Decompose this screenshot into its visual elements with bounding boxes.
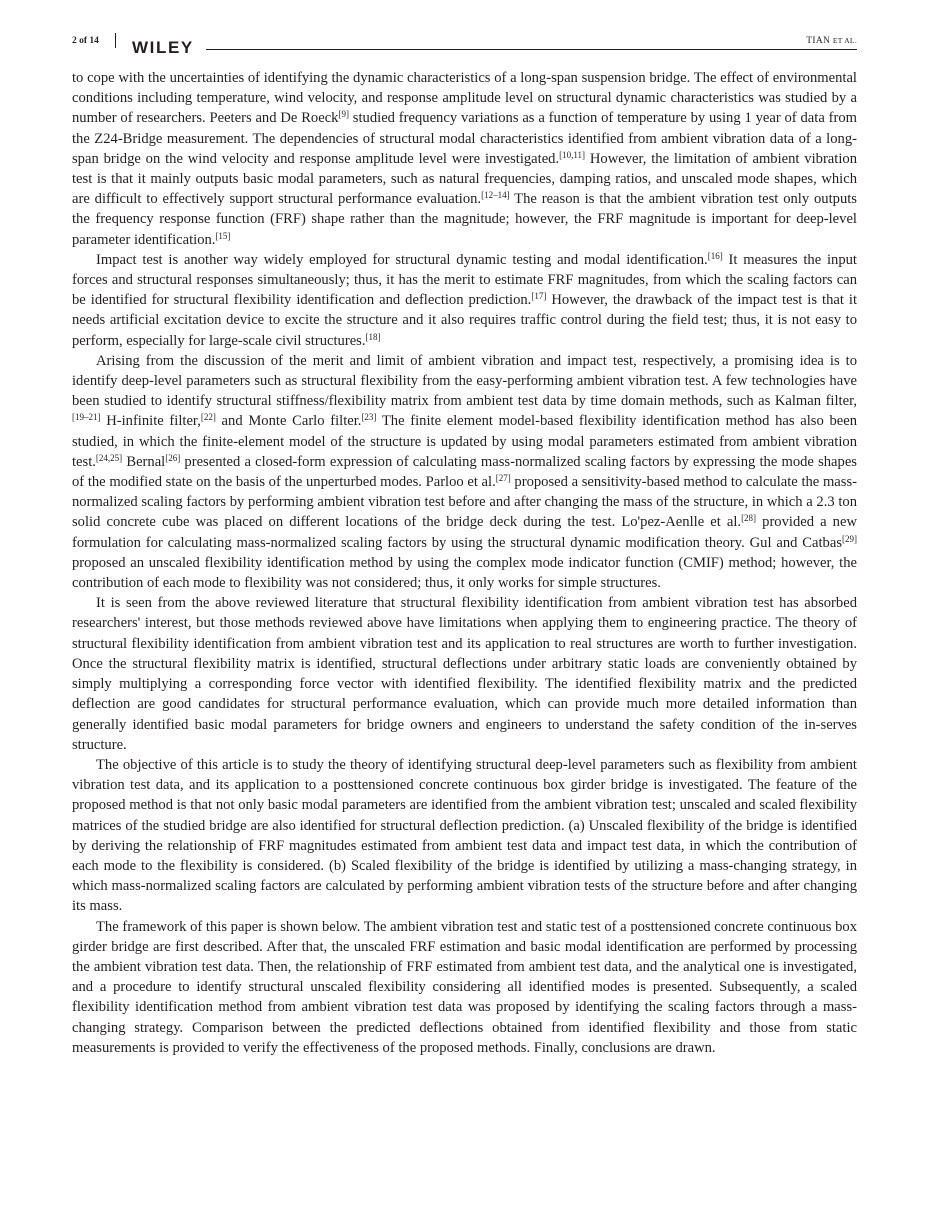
text-run: The framework of this paper is shown below. The ambient vibration test and static test of a posttensioned concrete continuous box girder bridge are first described. After that, the unscaled FRF estimation and basic modal identification are performed by processing the ambient vibration test data. Then, the relationship of FRF estimated from ambient test data, and the analytical one is investigated, and a procedure to identify structural unscaled flexibility considering all identified modes is presented. Subsequently, a scaled flexibility identification method from ambient vibration test data was proposed by identifying the scaling factors through a mass-changing strategy. Comparison between the predicted deflections obtained from identified flexibility and those from static measurements is provided to verify the effectiveness of the proposed methods. Finally, conclusions are drawn. bbox=[72, 918, 857, 1056]
citation-ref: [15] bbox=[215, 230, 231, 241]
citation-ref: [29] bbox=[842, 533, 857, 544]
text-run: Impact test is another way widely employed for structural dynamic testing and modal identification. bbox=[96, 251, 708, 268]
text-run: The finite element model-based flexibility identification method has also been studied, in which the finite-element model of the structure is updated by using modal parameters estimated from ambient vibration test. bbox=[72, 413, 857, 470]
header-rule bbox=[206, 49, 857, 50]
paragraph bbox=[72, 917, 857, 1058]
text-run: The reason is that the ambient vibration test only outputs the frequency response function (FRF) shape rather than the magnitude; however, the FRF magnitude is important for deep-level parameter identification. bbox=[72, 191, 857, 248]
paragraph bbox=[72, 593, 857, 755]
citation-ref: [19–21] bbox=[72, 412, 101, 423]
text-run: to cope with the uncertainties of identifying the dynamic characteristics of a long-span suspension bridge. The effect of environmental conditions including temperature, wind velocity, and response amplitude level on structural dynamic characteristics was studied by a number of researchers. Peeters and De Roeck bbox=[72, 70, 857, 127]
text-run: proposed a sensitivity-based method to calculate the mass-normalized scaling factors by performing ambient vibration test before and after changing the mass of the structure, in which a 2.3 ton solid concrete cube was placed on different locations of the bridge deck during the test. Lo'pez-Aenlle et al. bbox=[72, 474, 857, 531]
text-run: studied frequency variations as a function of temperature by using 1 year of data from the Z24-Bridge measurement. The dependencies of structural modal characteristics identified from ambient vibration data of a long-span bridge on the wind velocity and response amplitude level were investigated. bbox=[72, 110, 857, 167]
header-divider-vertical bbox=[115, 33, 116, 48]
text-run: and Monte Carlo filter. bbox=[215, 413, 362, 430]
running-author bbox=[806, 36, 857, 46]
citation-ref: [16] bbox=[707, 250, 723, 261]
citation-ref: [26] bbox=[165, 452, 181, 463]
citation-ref: [10,11] bbox=[559, 149, 586, 160]
publisher-logo: WILEY bbox=[132, 38, 194, 57]
text-run: presented a closed-form expression of calculating mass-normalized scaling factors by expressing the mode shapes of the modified state on the basis of the unperturbed modes. Parloo et al. bbox=[72, 453, 857, 491]
running-header bbox=[72, 30, 857, 56]
paragraph bbox=[72, 250, 857, 351]
text-run: It is seen from the above reviewed literature that structural flexibility identification from ambient vibration test has absorbed researchers' interest, but those methods reviewed above have limitations when applying them to engineering practice. The theory of structural flexibility identification from ambient vibration test and its application to real structures are worth to further investigation. Once the structural flexibility matrix is identified, structural deflections under arbitrary static loads are conveniently obtained by simply multiplying a corresponding force vector with identified flexibility. The identified flexibility matrix and the predicted deflection are good candidates for structural performance evaluation, which can provide much more detailed information than generally identified basic modal parameters for bridge owners and engineers to understand the safety condition of the in-serves structure. bbox=[72, 595, 857, 753]
text-run: provided a new formulation for calculating mass-normalized scaling factors by using the structural dynamic modification theory. Gul and Catbas bbox=[72, 514, 857, 551]
citation-ref: [9] bbox=[338, 109, 349, 120]
citation-ref: [27] bbox=[495, 473, 511, 484]
text-run: The objective of this article is to study the theory of identifying structural deep-level parameters such as flexibility from ambient vibration test data, and its application to a posttensioned concrete continuous box girder bridge is investigated. The feature of the proposed method is that not only basic modal parameters are identified from the ambient vibration test; unscaled and scaled flexibility matrices of the studied bridge are also identified for structural deflection prediction. (a) Unscaled flexibility of the bridge is identified by deriving the relationship of FRF magnitudes estimated from ambient test data and impact test data, in which the contribution of each mode to the flexibility is considered. (b) Scaled flexibility of the bridge is identified by utilizing a mass-changing strategy, in which mass-normalized scaling factors are calculated by performing ambient vibration tests of the structure before and after changing its mass. bbox=[72, 756, 857, 915]
article-body bbox=[72, 68, 857, 1058]
paragraph bbox=[72, 68, 857, 250]
citation-ref: [28] bbox=[741, 513, 757, 524]
citation-ref: [18] bbox=[365, 331, 381, 342]
text-run: H-infinite filter, bbox=[100, 413, 201, 430]
text-run: However, the drawback of the impact test is that it needs artificial excitation device to excite the structure and it also requires traffic control during the field test; thus, it is not easy to perform, especially for large-scale civil structures. bbox=[72, 292, 857, 349]
text-run: Arising from the discussion of the merit and limit of ambient vibration and impact test, respectively, a promising idea is to identify deep-level parameters such as structural flexibility from the easy-performing ambient vibration test. A few technologies have been studied to identify structural stiffness/flexibility matrix from ambient test data by time domain methods, such as Kalman filter, bbox=[72, 352, 857, 410]
citation-ref: [12–14] bbox=[481, 190, 510, 201]
citation-ref: [24,25] bbox=[95, 452, 123, 463]
text-run: However, the limitation of ambient vibration test is that it mainly outputs basic modal parameters, such as natural frequencies, damping ratios, and unscaled mode shapes, which are difficult to effectively support structural performance evaluation. bbox=[72, 150, 857, 208]
text-run: proposed an unscaled flexibility identification method by using the complex mode indicator function (CMIF) method; however, the contribution of each mode to flexibility was not considered; thus, it only works for simple structures. bbox=[72, 554, 857, 592]
text-run: Bernal bbox=[122, 453, 166, 470]
citation-ref: [23] bbox=[361, 412, 377, 423]
citation-ref: [22] bbox=[200, 412, 216, 423]
paragraph bbox=[72, 351, 857, 593]
text-run: It measures the input forces and structural responses simultaneously; thus, it has the merit to estimate FRF magnitudes, from which the scaling factors can be identified for structural flexibility identification and deflection prediction. bbox=[72, 251, 857, 309]
page-number: 2 of 14 bbox=[72, 36, 99, 46]
author-surname: TIAN bbox=[806, 36, 831, 46]
citation-ref: [17] bbox=[531, 291, 547, 302]
paragraph bbox=[72, 755, 857, 917]
author-suffix: ET AL. bbox=[832, 36, 857, 45]
